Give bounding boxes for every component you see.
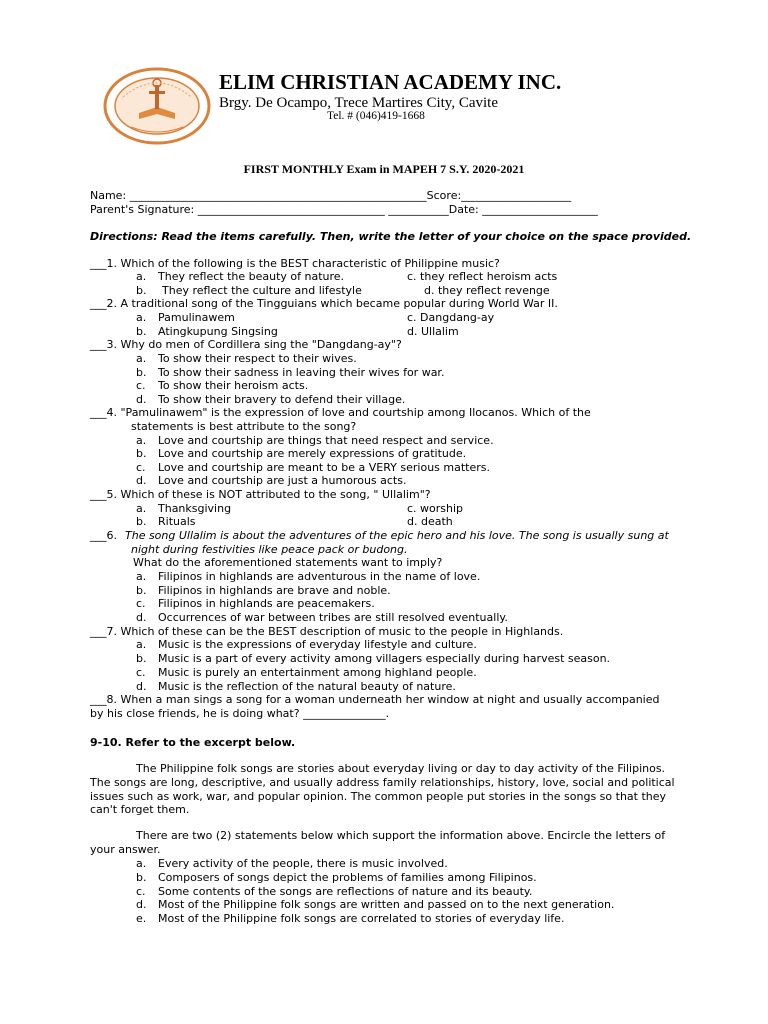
- q6-option-b: Filipinos in highlands are brave and noble.: [158, 584, 391, 597]
- q6-option-c-label: c.: [136, 597, 146, 610]
- q7-option-b: Music is a part of every activity among villagers especially during harvest season.: [158, 652, 611, 665]
- q6-option-d: Occurrences of war between tribes are still resolved eventually.: [158, 611, 508, 624]
- school-address: Brgy. De Ocampo, Trece Martires City, Cavite: [219, 95, 498, 111]
- q2-option-b-label: b.: [136, 325, 147, 338]
- q7-option-b-label: b.: [136, 652, 147, 665]
- q6-option-a: Filipinos in highlands are adventurous in the name of love.: [158, 570, 481, 583]
- q2-option-a-label: a.: [136, 311, 147, 324]
- statement-c-label[interactable]: c.: [136, 885, 146, 898]
- q4-option-c: Love and courtship are meant to be a VERY serious matters.: [158, 461, 491, 474]
- q5-option-a-label: a.: [136, 502, 147, 515]
- q4-option-d-label: d.: [136, 474, 147, 487]
- q5-option-b-label: b.: [136, 515, 147, 528]
- name-score-field[interactable]: Name: ______________________________________________________Score:____________________: [90, 189, 572, 202]
- q3-option-a: To show their respect to their wives.: [158, 352, 357, 365]
- question-6-stem-cont: night during festivities like peace pack or budong.: [131, 543, 408, 556]
- section-heading: 9-10. Refer to the excerpt below.: [90, 736, 296, 749]
- q7-option-a: Music is the expressions of everyday lifestyle and culture.: [158, 638, 477, 651]
- exam-title: FIRST MONTHLY Exam in MAPEH 7 S.Y. 2020-2021: [243, 162, 525, 176]
- statement-b: Composers of songs depict the problems of families among Filipinos.: [158, 871, 537, 884]
- question-2-stem: ___2. A traditional song of the Tingguians which became popular during World War II.: [90, 297, 558, 310]
- statement-b-label[interactable]: b.: [136, 871, 147, 884]
- q6-option-b-label: b.: [136, 584, 147, 597]
- q2-option-a: Pamulinawem: [158, 311, 235, 324]
- q4-option-d: Love and courtship are just a humorous acts.: [158, 474, 407, 487]
- statement-a: Every activity of the people, there is music involved.: [158, 857, 448, 870]
- q4-option-b: Love and courtship are merely expressions of gratitude.: [158, 447, 467, 460]
- directions: Directions: Read the items carefully. Then, write the letter of your choice on the space provided.: [90, 230, 692, 243]
- q7-option-d: Music is the reflection of the natural beauty of nature.: [158, 680, 456, 693]
- question-4-stem-cont: statements is best attribute to the song?: [131, 420, 357, 433]
- school-name: ELIM CHRISTIAN ACADEMY INC.: [219, 70, 562, 94]
- q7-option-a-label: a.: [136, 638, 147, 651]
- q2-option-b: Atingkupung Singsing: [158, 325, 278, 338]
- statement-e-label[interactable]: e.: [136, 912, 147, 925]
- statement-a-label[interactable]: a.: [136, 857, 147, 870]
- passage-line-4: can't forget them.: [90, 803, 190, 816]
- q3-option-c-label: c.: [136, 379, 146, 392]
- question-6-number: ___6.: [90, 529, 117, 542]
- question-8-stem-cont: by his close friends, he is doing what? _______________.: [90, 707, 390, 720]
- statement-e: Most of the Philippine folk songs are correlated to stories of everyday life.: [158, 912, 565, 925]
- q7-option-d-label: d.: [136, 680, 147, 693]
- q1-option-c: c. they reflect heroism acts: [407, 270, 558, 283]
- question-7-stem: ___7. Which of these can be the BEST description of music to the people in Highlands.: [90, 625, 564, 638]
- q3-option-b: To show their sadness in leaving their wives for war.: [158, 366, 445, 379]
- instruction-line-2: your answer.: [90, 843, 161, 856]
- q2-option-c: c. Dangdang-ay: [407, 311, 495, 324]
- q4-option-a-label: a.: [136, 434, 147, 447]
- question-3-stem: ___3. Why do men of Cordillera sing the "Dangdang-ay"?: [90, 338, 402, 351]
- passage-line-2: The songs are long, descriptive, and usually address family relationships, history, love, social and political: [90, 776, 675, 789]
- q5-option-c: c. worship: [407, 502, 464, 515]
- question-1-stem: ___1. Which of the following is the BEST characteristic of Philippine music?: [90, 257, 500, 270]
- q3-option-d: To show their bravery to defend their village.: [158, 393, 406, 406]
- q5-option-a: Thanksgiving: [158, 502, 232, 515]
- q6-option-c: Filipinos in highlands are peacemakers.: [158, 597, 375, 610]
- passage-line-1: The Philippine folk songs are stories about everyday living or day to day activity of the Filipinos.: [136, 762, 666, 775]
- statement-d-label[interactable]: d.: [136, 898, 147, 911]
- parent-signature-date-field[interactable]: Parent's Signature: __________________________________ ___________Date: _____________________: [90, 203, 598, 216]
- q1-option-b: They reflect the culture and lifestyle: [162, 284, 362, 297]
- q2-option-d: d. Ullalim: [407, 325, 459, 338]
- q3-option-a-label: a.: [136, 352, 147, 365]
- school-telephone: Tel. # (046)419-1668: [327, 110, 425, 122]
- question-8-stem: ___8. When a man sings a song for a woman underneath her window at night and usually accompanied: [90, 693, 660, 706]
- letterhead: [0, 0, 768, 150]
- question-6-prompt: What do the aforementioned statements want to imply?: [133, 556, 443, 569]
- passage-line-3: issues such as work, war, and popular opinion. The common people put stories in the songs so that they: [90, 790, 667, 803]
- school-seal-logo: [103, 67, 211, 145]
- question-6-stem: The song Ullalim is about the adventures of the epic hero and his love. The song is usually sung at: [125, 529, 669, 542]
- q1-option-a-label: a.: [136, 270, 147, 283]
- q4-option-c-label: c.: [136, 461, 146, 474]
- q3-option-b-label: b.: [136, 366, 147, 379]
- instruction-line-1: There are two (2) statements below which support the information above. Encircle the letters of: [136, 829, 666, 842]
- q6-option-d-label: d.: [136, 611, 147, 624]
- q1-option-d: d. they reflect revenge: [424, 284, 550, 297]
- question-4-stem: ___4. "Pamulinawem" is the expression of love and courtship among Ilocanos. Which of the: [90, 406, 591, 419]
- q4-option-b-label: b.: [136, 447, 147, 460]
- q5-option-b: Rituals: [158, 515, 196, 528]
- q1-option-b-label: b.: [136, 284, 147, 297]
- q5-option-d: d. death: [407, 515, 453, 528]
- statement-c: Some contents of the songs are reflections of nature and its beauty.: [158, 885, 533, 898]
- statement-d: Most of the Philippine folk songs are written and passed on to the next generation.: [158, 898, 615, 911]
- q4-option-a: Love and courtship are things that need respect and service.: [158, 434, 494, 447]
- q7-option-c: Music is purely an entertainment among highland people.: [158, 666, 477, 679]
- q6-option-a-label: a.: [136, 570, 147, 583]
- q3-option-d-label: d.: [136, 393, 147, 406]
- q7-option-c-label: c.: [136, 666, 146, 679]
- question-5-stem: ___5. Which of these is NOT attributed to the song, " Ullalim"?: [90, 488, 431, 501]
- q1-option-a: They reflect the beauty of nature.: [158, 270, 345, 283]
- q3-option-c: To show their heroism acts.: [158, 379, 309, 392]
